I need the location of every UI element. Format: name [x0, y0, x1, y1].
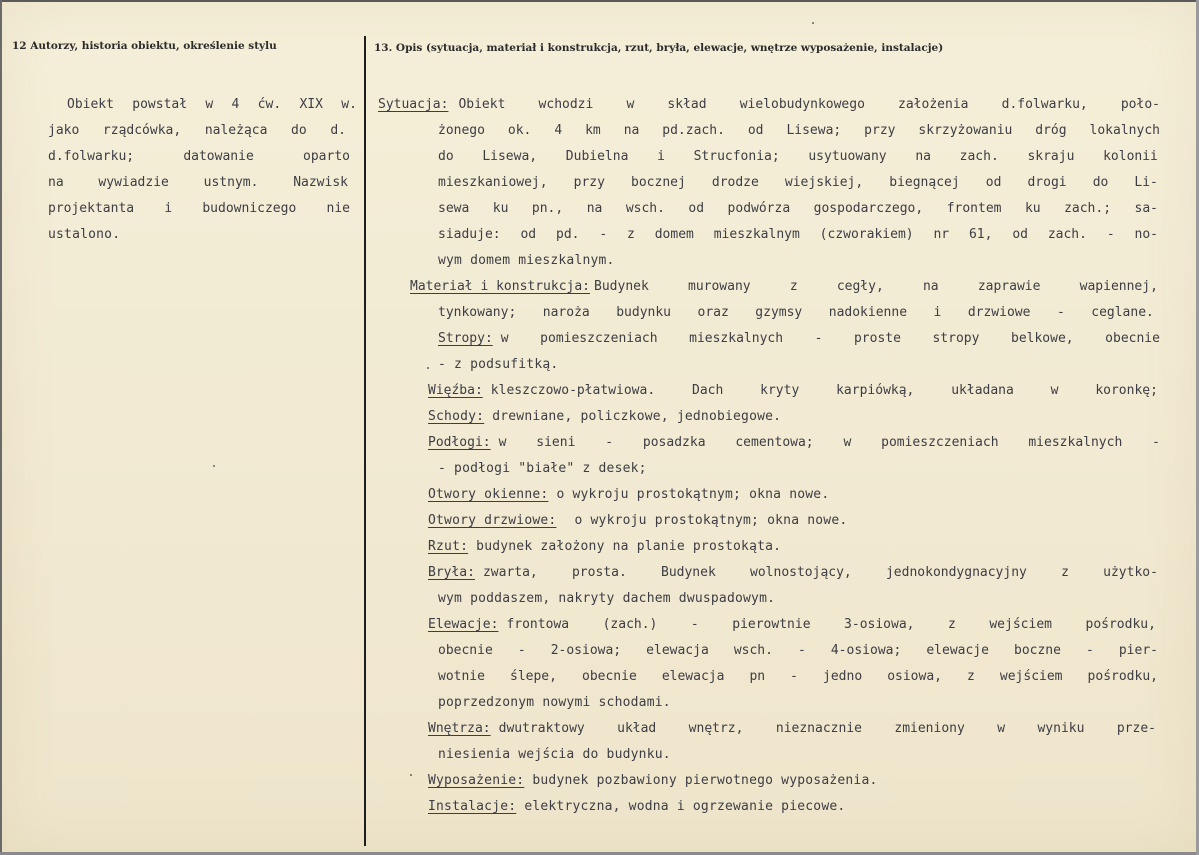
material-line — [410, 274, 1158, 300]
word: d. — [330, 123, 346, 138]
bryla-line — [428, 560, 1158, 586]
sytuacja-line — [438, 222, 1158, 248]
word: jako — [48, 123, 80, 138]
rzut-label: Rzut: — [428, 539, 469, 554]
word: wielobudynkowego — [739, 97, 865, 112]
paper-speck — [410, 774, 412, 776]
word: od — [688, 201, 705, 216]
word: mieszkalnym — [713, 227, 800, 242]
otwory-okienne-label: Otwory okienne: — [428, 487, 549, 502]
word: proste — [853, 331, 901, 346]
sytuacja-line — [438, 144, 1158, 170]
column-divider — [364, 36, 366, 846]
word: wapiennej, — [1079, 279, 1158, 294]
word: wyniku — [1037, 721, 1085, 736]
word: ustnym. — [203, 175, 259, 190]
word: naroża — [542, 305, 590, 320]
word: i — [933, 305, 942, 320]
word: w — [205, 97, 214, 112]
word: skrzyżowaniu — [918, 123, 1013, 138]
history-line — [48, 196, 350, 222]
word: Nazwisk — [293, 175, 348, 190]
word: sieni — [536, 435, 576, 450]
otwory-drzwiowe-label: Otwory drzwiowe: — [428, 513, 557, 528]
word: gzymsy — [755, 305, 803, 320]
sytuacja-label: Sytuacja: — [378, 97, 449, 112]
word: datowanie — [183, 149, 254, 164]
elewacje-label: Elewacje: — [428, 617, 499, 632]
material-line — [438, 300, 1154, 326]
instalacje-label: Instalacje: — [428, 799, 517, 814]
bryla-first-word: zwarta, — [482, 565, 538, 580]
bryla-line: wym poddaszem, nakryty dachem dwuspadowym. — [438, 591, 776, 606]
word: wnętrz, — [688, 721, 744, 736]
sytuacja-line — [438, 196, 1158, 222]
word: przy — [864, 123, 896, 138]
wyposazenie-label: Wyposażenie: — [428, 773, 525, 788]
rzut-text: budynek założony na planie prostokąta. — [476, 539, 782, 554]
sytuacja-line: wym domem mieszkalnym. — [438, 253, 615, 268]
word: oraz — [697, 305, 729, 320]
word: i — [657, 149, 665, 164]
material-label: Materiał i konstrukcja: — [410, 279, 591, 294]
word: wiejskiej, — [784, 175, 864, 190]
word: mieszkaniowej, — [438, 175, 548, 190]
word: zmieniony — [894, 721, 965, 736]
otwory-drzwiowe-line — [428, 508, 847, 534]
word: Strucfonia; — [693, 149, 780, 164]
card-border-left — [0, 0, 2, 855]
word: jedno — [823, 669, 863, 684]
instalacje-text: elektryczna, wodna i ogrzewanie piecowe. — [524, 799, 846, 814]
sytuacja-first-word: Obiekt — [458, 97, 506, 112]
word: obecnie — [438, 643, 493, 658]
word: pn — [749, 669, 766, 684]
history-line — [48, 118, 346, 144]
word: 61, — [968, 227, 993, 242]
word: z — [1061, 565, 1069, 580]
otwory-okienne-line — [428, 482, 829, 508]
word: ku — [1024, 201, 1041, 216]
word: budowniczego — [202, 201, 297, 216]
word: sewa — [438, 201, 470, 216]
material-first-word: Budynek — [594, 279, 649, 294]
stropy-first-word: w — [500, 331, 509, 346]
word: wchodzi — [538, 97, 594, 112]
wyposazenie-text: budynek pozbawiony pierwotnego wyposażenia. — [532, 773, 878, 788]
podlogi-line: - podłogi "białe" z desek; — [438, 461, 647, 476]
word: założenia — [898, 97, 969, 112]
wnetrza-line: niesienia wejścia do budynku. — [438, 747, 671, 762]
word: Dubielna — [565, 149, 629, 164]
word: belkowe, — [1011, 331, 1074, 346]
word: nr — [933, 227, 950, 242]
word: układ — [617, 721, 657, 736]
word: elewacje — [926, 643, 989, 658]
paper-speck — [427, 367, 429, 369]
word: lokalnych — [1089, 123, 1160, 138]
word: frontem — [946, 201, 1002, 216]
stropy-line: - z podsufitką. — [438, 357, 559, 372]
word: projektanta — [48, 201, 135, 216]
word: - — [798, 643, 806, 658]
word: mieszkalnych — [1028, 435, 1123, 450]
word: wotnie — [438, 669, 485, 684]
word: zaprawie — [977, 279, 1041, 294]
word: siaduje: — [438, 227, 501, 242]
word: nie — [326, 201, 350, 216]
podlogi-label: Podłogi: — [428, 435, 491, 450]
word: i — [164, 201, 173, 216]
word: pomieszczeniach — [540, 331, 658, 346]
wnetrza-line — [428, 716, 1156, 742]
word: 4 — [231, 97, 240, 112]
word: ślepe, — [510, 669, 557, 684]
word: 4 — [554, 123, 563, 138]
word: kolonii — [1103, 149, 1158, 164]
word: ćw. — [257, 97, 282, 112]
word: należąca — [204, 123, 268, 138]
elewacje-line: poprzedzonym nowymi schodami. — [438, 695, 671, 710]
word: na — [623, 123, 640, 138]
word: od — [1012, 227, 1028, 242]
word: wsch. — [733, 643, 773, 658]
word: - — [1106, 227, 1115, 242]
word: do — [1092, 175, 1109, 190]
word: boczne — [1014, 643, 1061, 658]
word: żonego — [438, 123, 485, 138]
word: układana — [951, 383, 1014, 398]
word: - — [605, 435, 614, 450]
word: do — [438, 149, 454, 164]
sytuacja-line — [438, 118, 1160, 144]
stropy-label: Stropy: — [438, 331, 493, 346]
field-13-header: 13. Opis (sytuacja, materiał i konstrukcja, rzut, bryła, elewacje, wnętrze wyposażenie, instalacje) — [374, 42, 944, 54]
word: mieszkalnych — [689, 331, 784, 346]
word: rządcówka, — [102, 123, 182, 138]
history-line — [48, 170, 348, 196]
schody-text: drewniane, policzkowe, jednobiegowe. — [492, 409, 782, 424]
word: no- — [1134, 227, 1158, 242]
word: d.folwarku, — [1001, 97, 1088, 112]
elewacje-first-word: frontowa — [506, 617, 570, 632]
paper-speck — [213, 465, 215, 467]
word: pomieszczeniach — [881, 435, 999, 450]
word: ceglane. — [1091, 305, 1154, 320]
word: pośrodku, — [1087, 669, 1158, 684]
card-border-top — [0, 0, 1199, 2]
word: wsch. — [625, 201, 665, 216]
word: drodze — [711, 175, 759, 190]
podlogi-line — [428, 430, 1160, 456]
word: obecnie — [1105, 331, 1160, 346]
word: w — [626, 97, 635, 112]
word: wejściem — [989, 617, 1052, 632]
sytuacja-line — [378, 92, 1160, 118]
word: Budynek — [661, 565, 716, 580]
word: - — [599, 227, 608, 242]
wiezba-label: Więźba: — [428, 383, 483, 398]
word: w — [1050, 383, 1059, 398]
word: Lisewa; — [786, 123, 842, 138]
word: na — [915, 149, 931, 164]
word: skład — [667, 97, 707, 112]
word: od — [520, 227, 537, 242]
word: Obiekt — [67, 97, 114, 112]
otwory-drzwiowe-text: o wykroju prostokątnym; okna nowe. — [574, 513, 848, 528]
word: usytuowany — [808, 149, 887, 164]
word: do — [291, 123, 307, 138]
word: kryty — [760, 383, 800, 398]
word: Dach — [692, 383, 724, 398]
word: drogi — [1027, 175, 1067, 190]
word: z — [948, 617, 956, 632]
word: skraju — [1027, 149, 1075, 164]
word: przy — [573, 175, 605, 190]
word: ku — [492, 201, 509, 216]
word: (czworakiem) — [819, 227, 914, 242]
word: murowany — [688, 279, 751, 294]
word: (zach.) — [602, 617, 658, 632]
word: XIX — [299, 97, 323, 112]
word: - — [1152, 435, 1160, 450]
rzut-line — [428, 534, 781, 560]
word: stropy — [932, 331, 980, 346]
word: karpiówką, — [836, 383, 915, 398]
word: prze- — [1116, 721, 1156, 736]
word: na — [922, 279, 939, 294]
wyposazenie-line — [428, 768, 878, 794]
word: sa- — [1134, 201, 1158, 216]
word: elewacja — [661, 669, 725, 684]
word: pd.zach. — [662, 123, 725, 138]
word: nadokienne — [828, 305, 908, 320]
word: pn., — [531, 201, 564, 216]
word: elewacja — [646, 643, 709, 658]
word: drzwiowe — [967, 305, 1031, 320]
wnetrza-first-word: dwutraktowy — [498, 721, 585, 736]
word: cementowa; — [735, 435, 814, 450]
stropy-line — [438, 326, 1160, 352]
word: obecnie — [582, 669, 637, 684]
instalacje-line — [428, 794, 845, 820]
word: użytko- — [1103, 565, 1158, 580]
word: km — [585, 123, 601, 138]
word: na — [48, 175, 64, 190]
word: poło- — [1120, 97, 1160, 112]
history-line: ustalono. — [48, 227, 121, 242]
otwory-okienne-text: o wykroju prostokątnym; okna nowe. — [556, 487, 830, 502]
word: - — [517, 643, 526, 658]
word: zach. — [959, 149, 999, 164]
word: zach. — [1047, 227, 1087, 242]
word: zach.; — [1064, 201, 1112, 216]
schody-line — [428, 404, 781, 430]
word: koronkę; — [1095, 383, 1158, 398]
word: na — [586, 201, 603, 216]
word: z — [967, 669, 975, 684]
word: cegły, — [836, 279, 884, 294]
word: oparto — [303, 149, 350, 164]
word: od — [747, 123, 764, 138]
word: wejściem — [999, 669, 1063, 684]
word: jednokondygnacyjny — [885, 565, 1027, 580]
word: - — [814, 331, 823, 346]
word: dróg — [1035, 123, 1067, 138]
word: pierowtnie — [732, 617, 811, 632]
word: w. — [341, 97, 357, 112]
word: prosta. — [571, 565, 627, 580]
word: pier- — [1118, 643, 1158, 658]
word: biegnącej — [889, 175, 960, 190]
word: podwórza — [727, 201, 791, 216]
word: Li- — [1134, 175, 1158, 190]
word: - — [1086, 643, 1094, 658]
word: z — [627, 227, 635, 242]
word: z — [789, 279, 798, 294]
word: d.folwarku; — [48, 149, 135, 164]
word: wywiadzie — [98, 175, 169, 190]
word: w — [843, 435, 852, 450]
field-12-header: 12 Autorzy, historia obiektu, określenie stylu — [12, 40, 277, 52]
word: - — [790, 669, 798, 684]
elewacje-line — [438, 664, 1158, 690]
word: domem — [654, 227, 694, 242]
history-line — [67, 92, 357, 118]
paper-speck — [812, 22, 814, 24]
wiezba-line — [428, 378, 1158, 404]
word: budynku — [616, 305, 672, 320]
history-line — [48, 144, 350, 170]
word: 3-osiowa, — [844, 617, 915, 632]
word: ok. — [507, 123, 532, 138]
word: pd. — [556, 227, 580, 242]
word: nieznacznie — [775, 721, 862, 736]
elewacje-line — [438, 638, 1158, 664]
sytuacja-line — [438, 170, 1158, 196]
word: 2-osiowa; — [550, 643, 622, 658]
word: - — [690, 617, 699, 632]
word: tynkowany; — [438, 305, 517, 320]
word: gospodarczego, — [813, 201, 924, 216]
word: powstał — [132, 97, 188, 112]
word: w — [997, 721, 1006, 736]
bryla-label: Bryła: — [428, 565, 475, 580]
word: osiowa, — [887, 669, 942, 684]
word: 4-osiowa; — [830, 643, 902, 658]
word: posadzka — [642, 435, 706, 450]
word: - — [1056, 305, 1065, 320]
word: bocznej — [631, 175, 686, 190]
word: od — [985, 175, 1002, 190]
word: pośrodku, — [1085, 617, 1156, 632]
word: wolnostojący, — [750, 565, 852, 580]
podlogi-first-word: w — [498, 435, 507, 450]
wnetrza-label: Wnętrza: — [428, 721, 491, 736]
wiezba-first-word: kleszczowo-płatwiowa. — [490, 383, 656, 398]
word: Lisewa, — [482, 149, 538, 164]
schody-label: Schody: — [428, 409, 485, 424]
elewacje-line — [428, 612, 1156, 638]
